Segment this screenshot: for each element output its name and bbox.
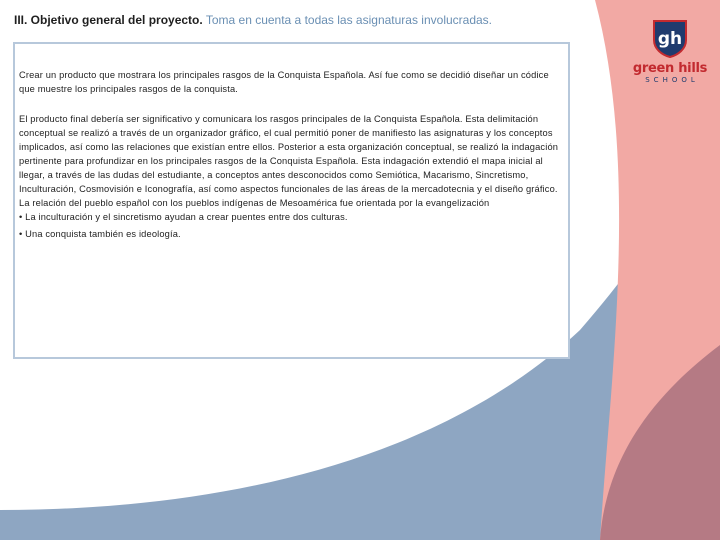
bullet-ideology: • Una conquista también es ideología. bbox=[19, 229, 181, 239]
logo-subtitle: SCHOOL bbox=[645, 76, 699, 84]
paragraph-intro: Crear un producto que mostrara los principales rasgos de la Conquista Española. Así fue como se decidió diseñar un códice que muestre los principales rasgos de la conquista. bbox=[19, 70, 549, 94]
section-heading bbox=[14, 13, 492, 27]
bullet-inculturation: • La inculturación y el sincretismo ayudan a crear puentes entre dos culturas. bbox=[19, 212, 348, 222]
heading-instruction: Toma en cuenta a todas las asignaturas involucradas. bbox=[202, 13, 493, 27]
content-box bbox=[13, 42, 570, 359]
content-text bbox=[15, 44, 568, 241]
paragraph-description: El producto final debería ser significativo y comunicara los rasgos principales de la Conquista Española. Esta delimitación conceptual se realizó a través de un organizador gráfico, el cual permitió poner de manifiesto las asignaturas y los conceptos implicados, así como las relaciones que existían entre ellos. Posterior a esta organización conceptual, se realizó la indagación pertinente para profundizar en los principales rasgos de la Conquista Española. Esta indagación extendió el mapa inicial al llegar, a través de las dudas del estudiante, a conceptos antes desconocidos como Semiótica, Macarismo, Sincretismo, Inculturación, Cosmovisión e Iconografía, así como aspectos funcionales de las áreas de la mercadotecnia y el diseño gráfico. bbox=[19, 114, 559, 194]
paragraph-relation: La relación del pueblo español con los pueblos indígenas de Mesoamérica fue orientada por la evangelización bbox=[19, 198, 490, 208]
logo-name: green hills bbox=[632, 61, 708, 76]
school-logo bbox=[624, 18, 716, 84]
heading-number-title: III. Objetivo general del proyecto. bbox=[14, 13, 203, 27]
logo-monogram: gh bbox=[657, 29, 683, 49]
shield-icon bbox=[651, 18, 689, 58]
